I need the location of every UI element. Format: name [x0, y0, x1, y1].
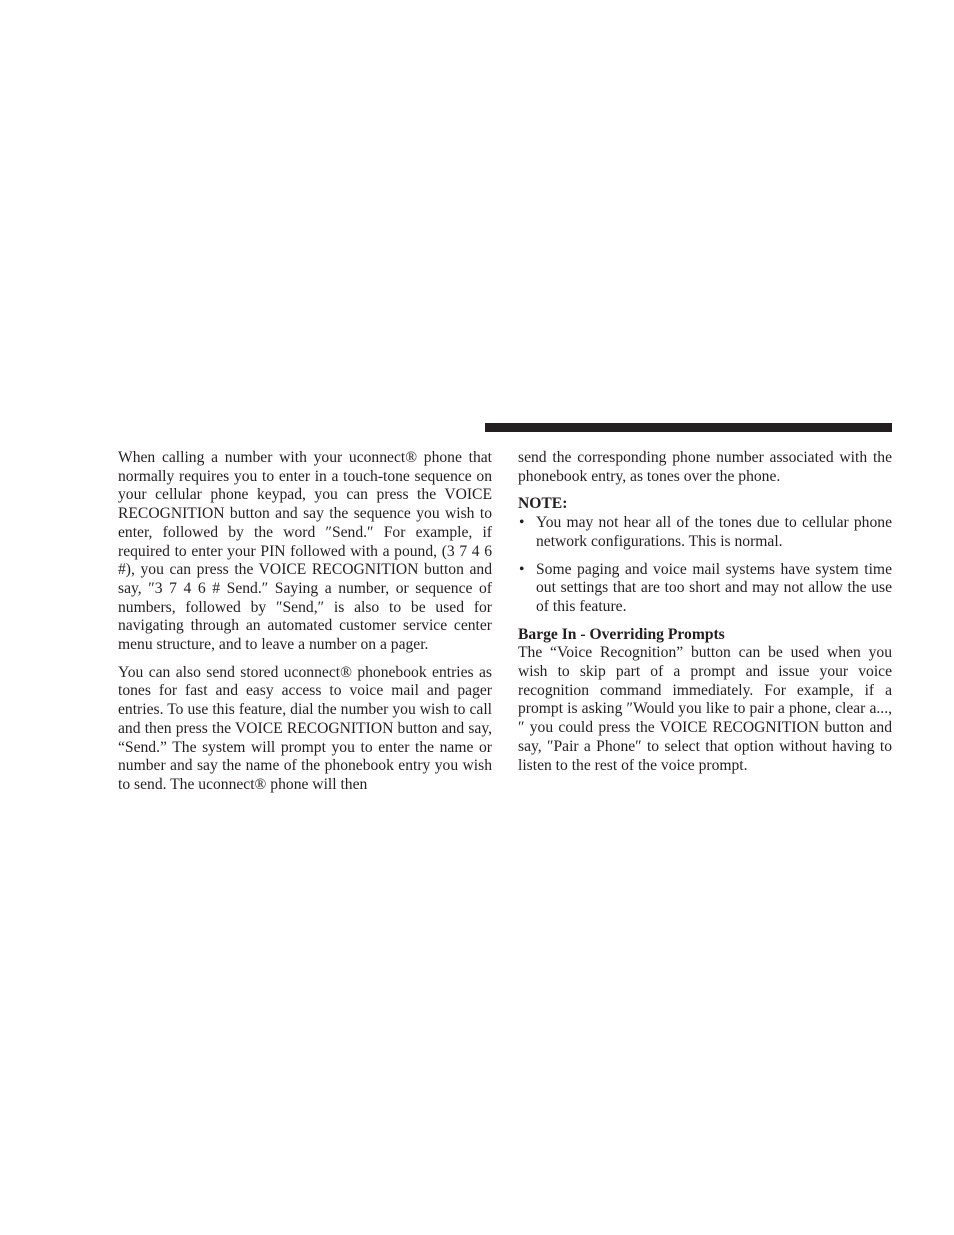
note-item-text: Some paging and voice mail systems have system time out settings that are too short and may not allow the use of this feature. [536, 560, 892, 615]
bullet-icon: • [519, 514, 525, 532]
note-label: NOTE: [518, 495, 568, 513]
barge-in-paragraph: The “Voice Recognition” button can be used when you wish to skip part of a prompt and issue your voice recognition command immediately. For example, if a prompt is asking ″Would you like to pair a phone, clear a...,″ you could press the VOICE RECOGNITION button and say, ″Pair a Phone″ to select that option without having to listen to the rest of the voice prompt. [518, 644, 892, 774]
continued-paragraph: send the corresponding phone number associated with the phonebook entry, as tones over the phone. [518, 449, 892, 485]
left-column [118, 449, 492, 795]
phonebook-tones-paragraph: You can also send stored uconnect® phonebook entries as tones for fast and easy access to voice mail and pager entries. To use this feature, dial the number you wish to call and then press the VOICE RECOGNITION button and say, “Send.” The system will prompt you to enter the name or number and say the name of the phonebook entry you wish to send. The uconnect® phone will then [118, 663, 492, 793]
note-item-text: You may not hear all of the tones due to cellular phone network configurations. This is normal. [536, 514, 892, 550]
right-column [518, 449, 892, 775]
section-divider-bar [485, 423, 892, 432]
bullet-icon: • [519, 560, 525, 578]
note-item [518, 561, 892, 617]
section-heading: Barge In - Overriding Prompts [518, 625, 725, 643]
touch-tone-paragraph: When calling a number with your uconnect® phone that normally requires you to enter in a touch-tone sequence on your cellular phone keypad, you can press the VOICE RECOGNITION button and say the sequence you wish to enter, followed by the word ″Send.″ For example, if required to enter your PIN followed with a pound, (3 7 4 6 #), you can press the VOICE RECOGNITION button and say, ″3 7 4 6 # Send.″ Saying a number, or sequence of numbers, followed by ″Send,″ is also to be used for navigating through an automated customer service center menu structure, and to leave a number on a pager. [118, 449, 492, 654]
note-list [518, 514, 892, 617]
note-item [518, 514, 892, 551]
